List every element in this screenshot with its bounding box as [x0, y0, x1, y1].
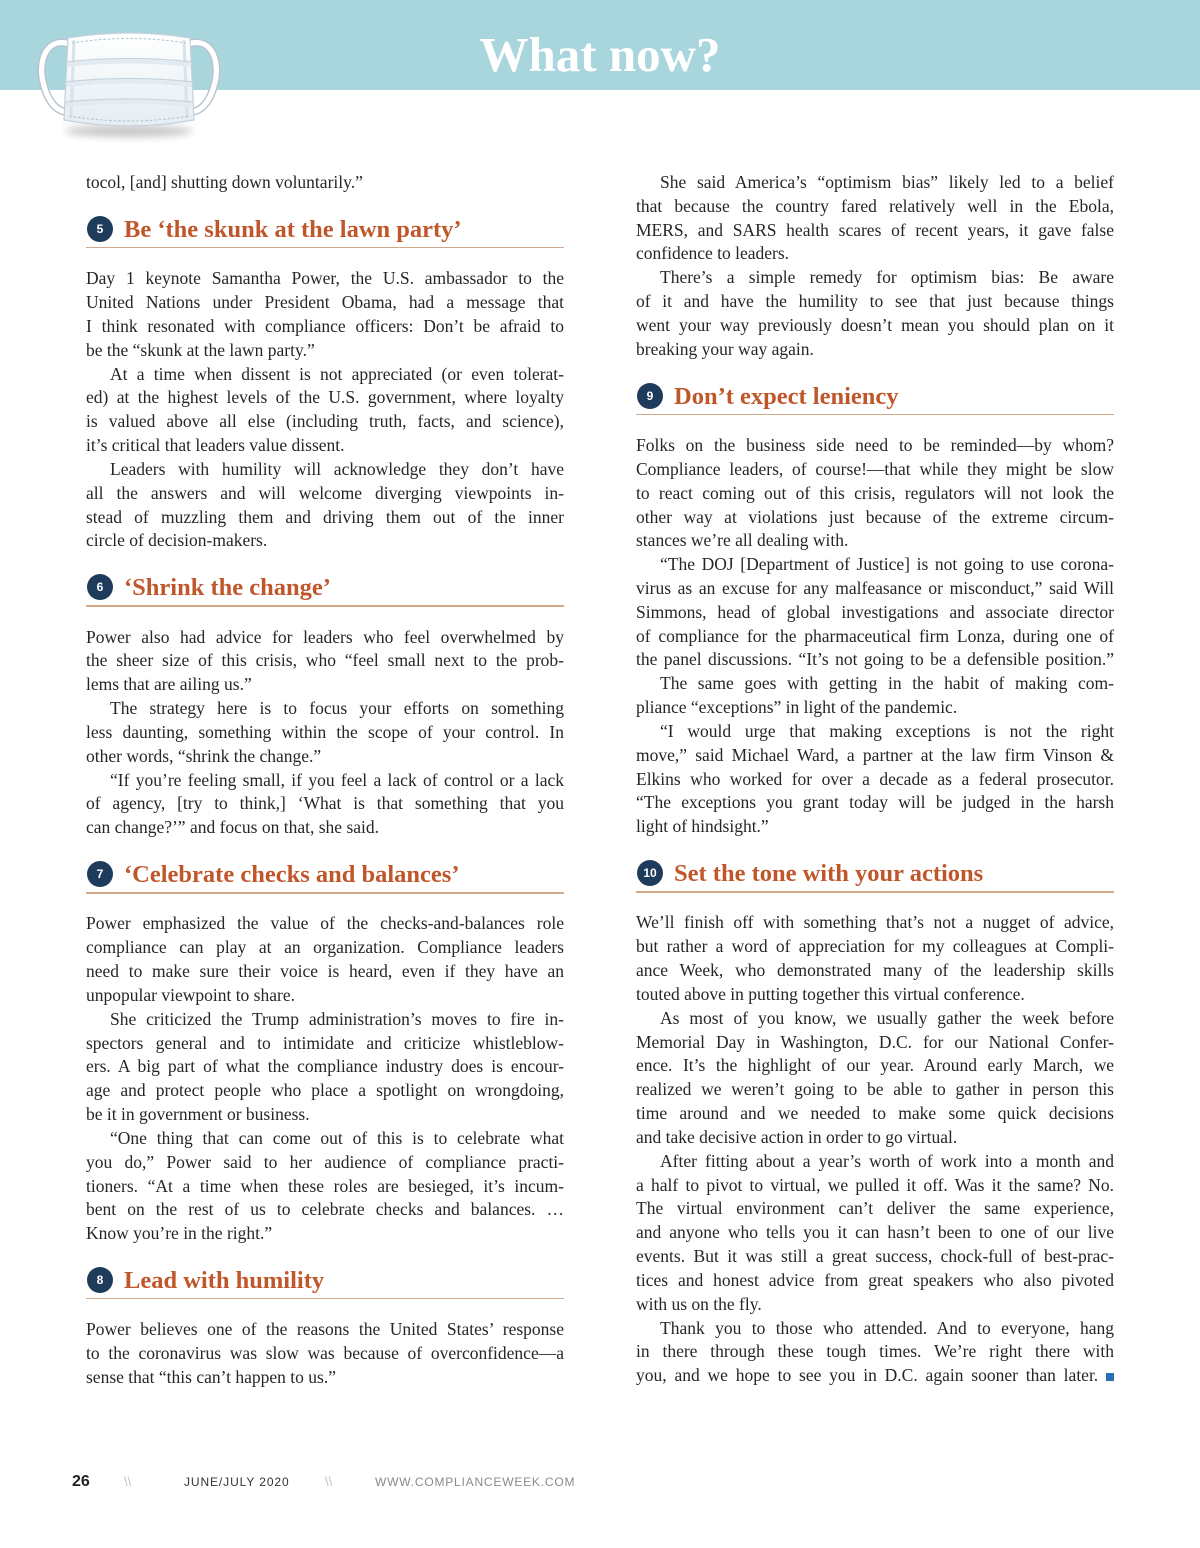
face-mask-icon: [36, 28, 224, 144]
text-line: other words, “shrink the change.”: [86, 745, 322, 766]
text-line: touted above in putting together this virtual conference.: [636, 983, 1025, 1004]
text-line: less daunting, something within the scope of your control. In: [86, 721, 564, 742]
text-line: confidence to leaders.: [636, 243, 790, 264]
paragraph: [636, 266, 1114, 361]
section-title: ‘Celebrate checks and balances’: [124, 861, 460, 888]
text-line: other way at violations just because of the extreme circum-: [636, 506, 1114, 527]
section-title: Lead with humility: [124, 1266, 325, 1294]
text-line: Leaders with humility will acknowledge they don’t have: [110, 458, 564, 479]
section-heading: [636, 839, 1114, 911]
section-title: ‘Shrink the change’: [124, 574, 331, 602]
section-heading: [86, 553, 564, 625]
issue-date: JUNE/JULY 2020: [184, 1475, 290, 1489]
text-line: I think resonated with compliance officers: Don’t be afraid to: [86, 315, 564, 336]
section-title: Don’t expect leniency: [674, 382, 899, 410]
text-line: spectors general and to intimidate and criticize whistleblow-: [86, 1032, 564, 1053]
text-line: can change?’” and focus on that, she said.: [86, 817, 380, 838]
text-line: lems that are ailing us.”: [86, 674, 252, 695]
text-line: [636, 1364, 1114, 1388]
text-line: of agency, [try to think,] ‘What is that something that you: [86, 793, 564, 814]
text-line: a half to pivot to virtual, we pulled it off. Was it the same? No.: [636, 1174, 1114, 1195]
text-line: breaking your way again.: [636, 338, 814, 359]
text-line: She said America’s “optimism bias” likely led to a belief: [660, 172, 1114, 192]
text-line: all the answers and will welcome diverging viewpoints in-: [86, 482, 564, 503]
section-number-badge: 10: [637, 860, 663, 886]
text-line: you do,” Power said to her audience of compliance practi-: [86, 1151, 564, 1172]
section-title: Be ‘the skunk at the lawn party’: [124, 215, 462, 243]
text-line: Power emphasized the value of the checks-and-balances role: [86, 913, 564, 934]
text-line: After fitting about a year’s worth of work into a month and: [660, 1150, 1114, 1171]
text-line: There’s a simple remedy for optimism bias: Be aware: [660, 267, 1114, 288]
section-number-badge: 7: [87, 861, 113, 887]
paragraph: [636, 553, 1114, 672]
text-line: “The DOJ [Department of Justice] is not going to use corona-: [660, 554, 1114, 575]
text-line: stances we’re all dealing with.: [636, 530, 849, 551]
text-line: tices and honest advice from great speakers who also pivoted: [636, 1269, 1114, 1290]
text-line: circle of decision-makers.: [86, 530, 268, 551]
paragraph: [636, 1150, 1114, 1317]
section-number-badge: 8: [87, 1267, 113, 1293]
text-line: The same goes with getting in the habit of making com-: [660, 673, 1114, 694]
heading-rule: [86, 1298, 564, 1300]
section-heading: [636, 362, 1114, 434]
text-line: it’s critical that leaders value dissent.: [86, 435, 345, 456]
text-line: Elkins who worked for over a decade as a federal prosecutor.: [636, 768, 1114, 789]
text-line: sense that “this can’t happen to us.”: [86, 1367, 336, 1388]
footer-separator: \\: [124, 1474, 132, 1489]
text-line: be it in government or business.: [86, 1104, 310, 1125]
text-line: of compliance for the pharmaceutical firm Lonza, during one of: [636, 625, 1114, 646]
paragraph: [636, 1007, 1114, 1150]
text-line-content: you, and we hope to see you in D.C. again sooner than later.: [636, 1365, 1099, 1386]
end-mark-icon: [1106, 1373, 1114, 1381]
paragraph: [86, 626, 564, 697]
paragraph: [636, 1317, 1114, 1388]
text-line: that because the country fared relatively well in the Ebola,: [636, 195, 1114, 216]
section-heading: [86, 1246, 564, 1318]
text-line: of it and have the humility to see that just because things: [636, 291, 1114, 312]
paragraph: [636, 672, 1114, 720]
text-line: unpopular viewpoint to share.: [86, 984, 295, 1005]
paragraph: [86, 267, 564, 362]
page-title: What now?: [479, 27, 721, 82]
section-number-badge: 9: [637, 383, 663, 409]
text-line: tocol, [and] shutting down voluntarily.”: [86, 172, 363, 192]
paragraph: [86, 363, 564, 458]
heading-rule: [636, 414, 1114, 416]
text-line: Know you’re in the right.”: [86, 1223, 273, 1244]
text-line: We’ll finish off with something that’s not a nugget of advice,: [636, 912, 1114, 933]
text-line: “One thing that can come out of this is to celebrate what: [110, 1127, 564, 1148]
text-line: ence. It’s the highlight of our year. Around early March, we: [636, 1055, 1114, 1076]
section-number-badge: 5: [87, 216, 113, 242]
heading-rule: [86, 605, 564, 607]
text-line: events. But it was still a great success, chock-full of best-prac-: [636, 1246, 1114, 1267]
text-line: ed) at the highest levels of the U.S. government, where loyalty: [86, 387, 564, 408]
paragraph: [86, 697, 564, 768]
text-line: The virtual environment can’t deliver the same experience,: [636, 1198, 1114, 1219]
text-line: Compliance leaders, of course!—that while they might be slow: [636, 458, 1114, 479]
heading-rule: [86, 892, 564, 894]
text-line: went your way previously doesn’t mean you should plan on it: [636, 314, 1114, 335]
text-line: realized we weren’t going to be able to gather in person this: [636, 1079, 1114, 1100]
text-line: ance Week, who demonstrated many of the leadership skills: [636, 960, 1114, 981]
text-line: the sheer size of this crisis, who “feel small next to the prob-: [86, 650, 564, 671]
section-number-badge: 6: [87, 574, 113, 600]
heading-rule: [86, 247, 564, 249]
text-line: pliance “exceptions” in light of the pandemic.: [636, 697, 958, 718]
heading-rule: [636, 891, 1114, 893]
text-line: age and protect people who place a spotlight on wrongdoing,: [86, 1080, 564, 1101]
text-line: “The exceptions you grant today will be judged in the harsh: [636, 792, 1114, 813]
text-line: United Nations under President Obama, had a message that: [86, 292, 564, 313]
text-line: to the coronavirus was slow was because of overconfidence—a: [86, 1343, 564, 1364]
text-line: ers. A big part of what the compliance industry does is encour-: [86, 1056, 564, 1077]
text-line: move,” said Michael Ward, a partner at the law firm Vinson &: [636, 744, 1114, 765]
text-line: At a time when dissent is not appreciated (or even tolerat-: [110, 363, 564, 384]
text-line: Power also had advice for leaders who feel overwhelmed by: [86, 626, 564, 647]
text-line: Power believes one of the reasons the United States’ response: [86, 1319, 564, 1340]
text-line: and anyone who tells you it can hasn’t been to one of our live: [636, 1222, 1114, 1243]
page-number: 26: [72, 1473, 90, 1490]
paragraph: [86, 458, 564, 553]
text-line: with us on the fly.: [636, 1293, 762, 1314]
paragraph: [86, 1318, 564, 1389]
paragraph: [86, 912, 564, 1007]
mask-shadow: [65, 125, 193, 137]
section-heading: [86, 195, 564, 267]
text-line: virus as an excuse for any malfeasance or misconduct,” said Will: [636, 577, 1114, 598]
text-line: Day 1 keynote Samantha Power, the U.S. ambassador to the: [86, 268, 564, 289]
text-line: bent on the rest of us to celebrate checks and balances. …: [86, 1199, 564, 1220]
paragraph: [86, 171, 564, 195]
text-line: tioners. “At a time when these roles are besieged, it’s incum-: [86, 1175, 564, 1196]
text-line: be the “skunk at the lawn party.”: [86, 339, 315, 360]
text-line: MERS, and SARS health scares of recent years, it gave false: [636, 219, 1114, 240]
column-left: [86, 171, 564, 1390]
text-line: light of hindsight.”: [636, 816, 769, 837]
text-line: time around and we needed to make some quick decisions: [636, 1103, 1114, 1124]
text-line: is valued above all else (including truth, facts, and science),: [86, 411, 564, 432]
text-line: need to make sure their voice is heard, even if they have an: [86, 961, 564, 982]
text-line: As most of you know, we usually gather the week before: [660, 1007, 1114, 1028]
paragraph: [86, 769, 564, 840]
column-right: [636, 171, 1114, 1388]
text-line: Folks on the business side need to be reminded—by whom?: [636, 435, 1114, 456]
text-line: and take decisive action in order to go virtual.: [636, 1126, 958, 1147]
text-line: in there through these tough times. We’re right there with: [636, 1341, 1114, 1362]
text-line: stead of muzzling them and driving them out of the inner: [86, 506, 564, 527]
text-line: to react coming out of this crisis, regulators will not look the: [636, 482, 1114, 503]
paragraph: [636, 171, 1114, 266]
text-line: “I would urge that making exceptions is not the right: [660, 720, 1114, 741]
paragraph: [86, 1127, 564, 1246]
text-line: Memorial Day in Washington, D.C. for our National Confer-: [636, 1031, 1114, 1052]
website-url: WWW.COMPLIANCEWEEK.COM: [375, 1475, 576, 1489]
paragraph: [636, 720, 1114, 839]
section-title: Set the tone with your actions: [674, 860, 984, 888]
text-line: Simmons, head of global investigations and associate director: [636, 601, 1114, 622]
text-line: The strategy here is to focus your efforts on something: [110, 698, 564, 719]
text-line: She criticized the Trump administration’s moves to fire in-: [110, 1008, 564, 1029]
paragraph: [636, 911, 1114, 1006]
text-line: Thank you to those who attended. And to everyone, hang: [660, 1317, 1114, 1338]
text-line: the panel discussions. “It’s not going to be a defensible position.”: [636, 649, 1114, 670]
section-heading: [86, 840, 564, 912]
footer-separator: \\: [325, 1474, 333, 1489]
text-line: but rather a word of appreciation for my colleagues at Compli-: [636, 936, 1114, 957]
paragraph: [86, 1008, 564, 1127]
text-line: compliance can play at an organization. Compliance leaders: [86, 937, 564, 958]
paragraph: [636, 434, 1114, 553]
text-line: “If you’re feeling small, if you feel a lack of control or a lack: [110, 769, 564, 790]
